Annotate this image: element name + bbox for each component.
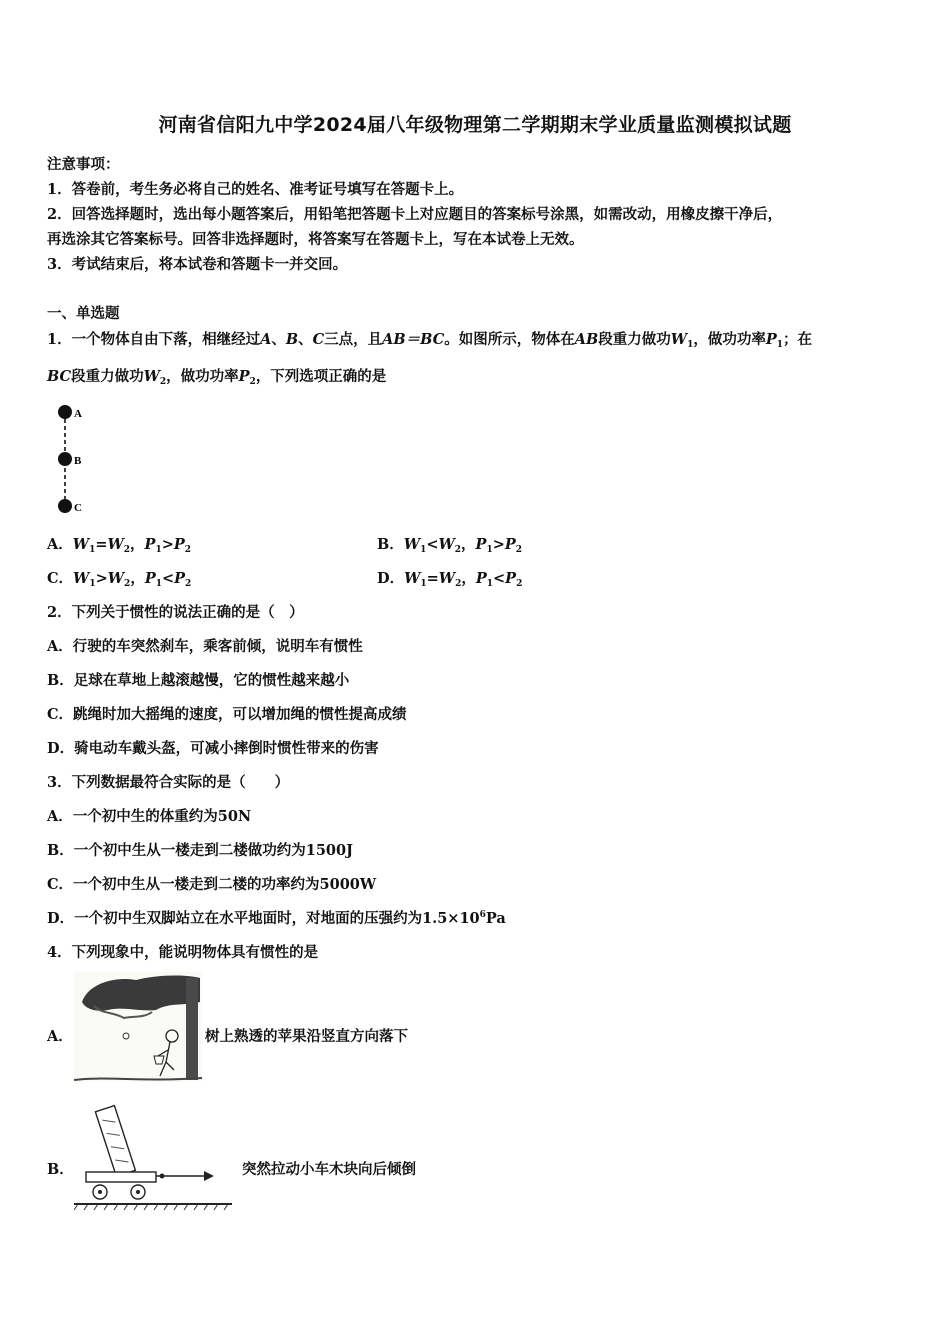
cart-block-figure (74, 1104, 234, 1214)
tree-trunk (186, 978, 198, 1080)
cart-wheel-left-hub (98, 1190, 102, 1194)
q2-option-a[interactable]: A．行驶的车突然刹车，乘客前倾，说明车有惯性 (47, 638, 363, 655)
pull-arrow-icon (204, 1171, 214, 1181)
q4-option-b-text[interactable]: 突然拉动小车木块向后倾倒 (242, 1161, 416, 1178)
q3-stem: 3．下列数据最符合实际的是（ ） (47, 774, 290, 791)
point-c-dot (58, 499, 72, 513)
q4-option-a-text[interactable]: 树上熟透的苹果沿竖直方向落下 (205, 1028, 408, 1045)
q3-option-a[interactable]: A．一个初中生的体重约为50N (47, 808, 252, 825)
page-title: 河南省信阳九中学2024届八年级物理第二学期期末学业质量监测模拟试题 (158, 114, 792, 136)
point-c-label: C (74, 502, 82, 514)
point-b-dot (58, 452, 72, 466)
falling-object-figure (50, 400, 100, 520)
q1-option-a[interactable]: A．$W_1=W_2$，$P_1>P_2$ (47, 536, 192, 555)
cart-body (86, 1172, 156, 1182)
notice-heading: 注意事项： (47, 156, 120, 173)
section-heading: 一、单选题 (47, 305, 120, 322)
q3-option-b[interactable]: B．一个初中生从一楼走到二楼做功约为1500J (47, 842, 353, 859)
q3-option-c[interactable]: C．一个初中生从一楼走到二楼的功率约为5000W (47, 876, 377, 893)
cart-wheel-right-hub (136, 1190, 140, 1194)
q1-stem-line1: 1．一个物体自由下落，相继经过A、B、C三点，且AB＝BC。如图所示，物体在AB段重力做功$W_1$，做功功率$P_1$；在 (47, 331, 812, 350)
q1-option-b[interactable]: B．$W_1<W_2$，$P_1>P_2$ (377, 536, 523, 555)
q4-option-b-letter[interactable]: B． (47, 1161, 74, 1178)
notice-item-2-cont: 再选涂其它答案标号。回答非选择题时，将答案写在答题卡上，写在本试卷上无效。 (47, 231, 584, 248)
q4-stem: 4．下列现象中，能说明物体具有惯性的是 (47, 944, 319, 961)
q1-option-c[interactable]: C．$W_1>W_2$，$P_1<P_2$ (47, 570, 192, 589)
q2-option-c[interactable]: C．跳绳时加大摇绳的速度，可以增加绳的惯性提高成绩 (47, 706, 407, 723)
apple-tree-figure (74, 972, 202, 1082)
notice-item-1: 1．答卷前，考生务必将自己的姓名、准考证号填写在答题卡上。 (47, 181, 464, 198)
q2-option-d[interactable]: D．骑电动车戴头盔，可减小摔倒时惯性带来的伤害 (47, 740, 379, 757)
q3-option-d[interactable]: D．一个初中生双脚站立在水平地面时，对地面的压强约为$1.5\times 10^6Pa$ (47, 910, 506, 927)
point-a-label: A (74, 408, 82, 420)
point-b-label: B (74, 455, 82, 467)
point-a-dot (58, 405, 72, 419)
ground-line (74, 1078, 202, 1080)
notice-item-3: 3．考试结束后，将本试卷和答题卡一并交回。 (47, 256, 348, 273)
notice-item-2: 2．回答选择题时，选出每小题答案后，用铅笔把答题卡上对应题目的答案标号涂黑，如需改动，用橡皮擦干净后， (47, 206, 783, 223)
q2-stem: 2．下列关于惯性的说法正确的是（ ） (47, 604, 304, 621)
q1-stem-line2: BC段重力做功$W_2$，做功功率$P_2$，下列选项正确的是 (47, 368, 387, 387)
q1-option-d[interactable]: D．$W_1=W_2$，$P_1<P_2$ (377, 570, 523, 589)
q2-option-b[interactable]: B．足球在草地上越滚越慢，它的惯性越来越小 (47, 672, 350, 689)
string-knot (160, 1174, 165, 1179)
q4-option-a-letter[interactable]: A． (47, 1028, 73, 1045)
wooden-block (95, 1106, 135, 1177)
